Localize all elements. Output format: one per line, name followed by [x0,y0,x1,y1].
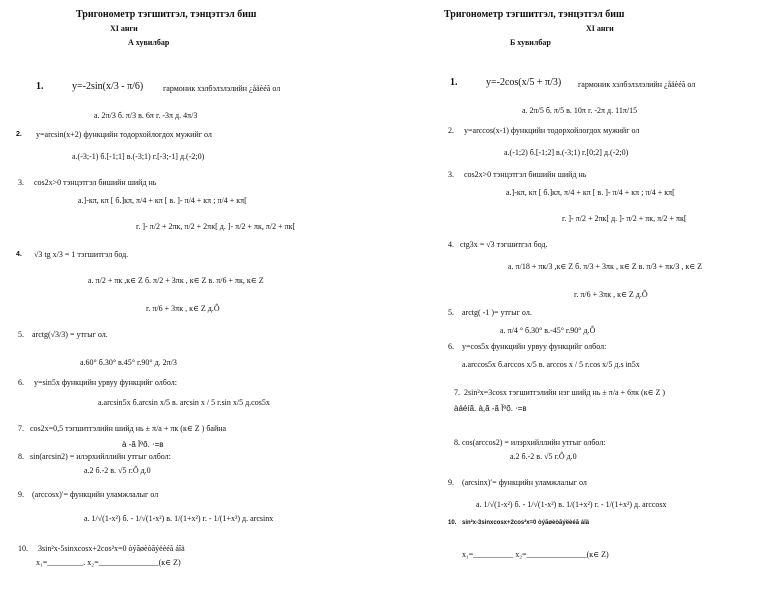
right-q9-options: а. 1/√(1-x²) б. - 1/√(1-x²) в. 1/(1+x²) г. - 1/(1+x²) д. arccosx [476,500,667,509]
left-q7-text: cos2x=0,5 тэгшитгэлийн шийд нь ± π/a + πк (к∈ Z ) байна [30,424,227,433]
left-grade: XI анги [110,24,138,33]
left-q10-text: 3sin²x-5sinxcosx+2cos²x=0 òýãøèòãýëèéã áîä [38,544,185,553]
right-q6-text: y=cos5x функцийн урвуу функцийг олбол: [462,342,607,351]
right-q1-options: а. 2π/5 б. π/5 в. 10π г. -2π д. 11π/15 [522,106,638,115]
left-q5-options: а.60° б.30° в.45° г.90° д. 2π/3 [80,358,177,367]
left-q10-answer-blanks: x₁=_________. x₂=_______________(к∈ Z) [36,558,181,567]
left-q4-text: √3 tg x/3 = 1 тэгшитгэл бод. [34,250,129,259]
right-title: Тригонометр тэгшитгэл, тэнцэтгэл биш [444,9,625,20]
right-q4-number: 4. [448,240,454,249]
left-q10-number: 10. [18,544,28,553]
left-variant: А хувилбар [128,38,170,47]
right-q10-text: sin²x-3sinxcosx+2cos²x=0 òýãøèòãýëèéã áîä [462,520,590,526]
left-q6-text: y=sin5x функцийн урвуу функцийг олбол: [34,378,177,387]
right-q8-options: а.2 б.-2 в. √5 г.Ô д.0 [510,452,577,461]
left-q3-number: 3. [18,178,24,187]
right-q3-options-row1: а.]-кπ, кπ [ б.]кπ, π/4 + кπ [ в. ]- π/4 + кπ ; π/4 + кπ[ [506,188,675,197]
left-q4-options-row2: г. π/6 + 3πк , к∈ Z д.Ô [146,304,220,313]
left-q5-text: arctg(√3/3) = утгыг ол. [32,330,108,339]
right-q3-options-row2: г. ]- π/2 + 2πк[ д. ]- π/2 + πк, π/2 + πк[ [562,214,687,223]
right-q9-text: (arcsinx)′= функцийн уламжлалыг ол [462,478,587,487]
right-q10-answer-blanks: x₁=__________ x₂=_______________(к∈ Z) [462,550,609,559]
right-q6-options: а.arccos5x б.arccos x/5 в. arccos x / 5 г.cos x/5 д.s in5x [462,360,640,369]
left-q1-number: 1. [36,81,44,92]
left-q2-number: 2. [16,131,22,138]
left-q3-options-row2: г. ]- π/2 + 2πк, π/2 + 2πк[ д. ]- π/2 + πк, π/2 + πк[ [136,222,296,231]
right-q5-number: 5. [448,308,454,317]
left-q4-options-row1: а. π/2 + πк ,к∈ Z б. π/2 + 3πк , к∈ Z в. π/6 + πк, к∈ Z [88,276,264,285]
left-q6-options: а.arcsin5x б.arcsin x/5 в. arcsin x / 5 г.sin x/5 д.cos5x [98,398,270,407]
left-q3-options-row1: а.]-кπ, кπ [ б.]кπ, π/4 + кπ [ в. ]- π/4 + кπ ; π/4 + кπ[ [78,196,247,205]
left-q8-number: 8. [18,452,24,461]
right-q10-number: 10. [448,520,457,526]
left-q7-options: à -ã Ïºõ. ⋅=в [122,440,164,449]
left-q8-text: sin(arcsin2) = илэрхийллийн утгыг олбол: [30,452,171,461]
left-q9-options: а. 1/√(1-x²) б. - 1/√(1-x²) в. 1/(1+x²) г. - 1/(1+x²) д. arcsinx [84,514,274,523]
right-q7-options: àáéíã. à,ã -ã Ïºõ. ⋅=в [454,404,527,413]
left-q1-expression: y=-2sin(x/3 - π/6) [72,81,144,92]
left-q6-number: 6. [18,378,24,387]
right-variant: Б хувилбар [510,38,551,47]
right-q3-text: cos2x>0 тэнцэтгэл бишийн шийд нь [464,170,587,179]
left-q3-text: cos2x>0 тэнцэтгэл бишийн шийд нь [34,178,157,187]
right-q9-number: 9. [448,478,454,487]
left-q2-options: а.(-3;-1) б.[-1;1] в.(-3;1) г.[-3;-1] д.(-2;0) [72,152,205,161]
left-q1-options: a. 2π/3 б. π/3 в. 6π г. -3π д. 4π/3 [94,111,198,120]
right-q4-options-row1: а. π/18 + πк/3 ,к∈ Z б. π/3 + 3πк , к∈ Z в. π/3 + πк/3 , к∈ Z [508,262,703,271]
left-q7-number: 7. [18,424,24,433]
left-q8-options: а.2 б.-2 в. √5 г.Ô д.0 [84,466,151,475]
right-q2-number: 2. [448,126,454,135]
right-q1-number: 1. [450,77,458,88]
left-q5-number: 5. [18,330,24,339]
right-q8-text: cos(arccos2) = илэрхийллийн утгыг олбол: [462,438,606,447]
right-q8-number: 8. [454,438,460,447]
left-title: Тригонометр тэгшитгэл, тэнцэтгэл биш [76,9,257,20]
right-q7-number: 7. [454,388,460,397]
left-q4-number: 4. [16,251,22,258]
right-q2-text: y=arccos(x-1) функцийн тодорхойлогдох мужийг ол [464,126,640,135]
left-q1-text: гармоник хэлбэлзлэлийн ¿åäèéã ол [163,84,281,93]
left-q9-number: 9. [18,490,24,499]
right-q6-number: 6. [448,342,454,351]
right-q7-text: 2sin²x=3cosx тэгшитгэлийн нэг шийд нь ± π/a + 6πк (к∈ Z ) [464,388,666,397]
right-q5-text: arctg( -1 )= утгыг ол. [462,308,532,317]
right-grade: XI анги [586,24,614,33]
right-q4-options-row2: г. π/6 + 3πк , к∈ Z д.Ô [574,290,648,299]
right-q1-text: гармоник хэлбэлзлэлийн ¿åäèéã ол [578,80,696,89]
right-q1-expression: y=-2cos(x/5 + π/3) [486,77,562,88]
left-q2-text: y=arcsin(x+2) функцийн тодорхойлогдох мужийг ол [36,130,212,139]
left-q9-text: (arccosx)′= функцийн уламжлалыг ол [32,490,159,499]
right-q2-options: а.(-1;2) б.[-1;2] в.(-3;1) г.[0;2] д.(-2;0) [504,148,629,157]
right-q5-options: а. π/4 ° б.30° в.-45° г.90° д.Ô [500,326,596,335]
right-q3-number: 3. [448,170,454,179]
right-q4-text: ctg3x = √3 тэгшитгэл бод. [460,240,548,249]
